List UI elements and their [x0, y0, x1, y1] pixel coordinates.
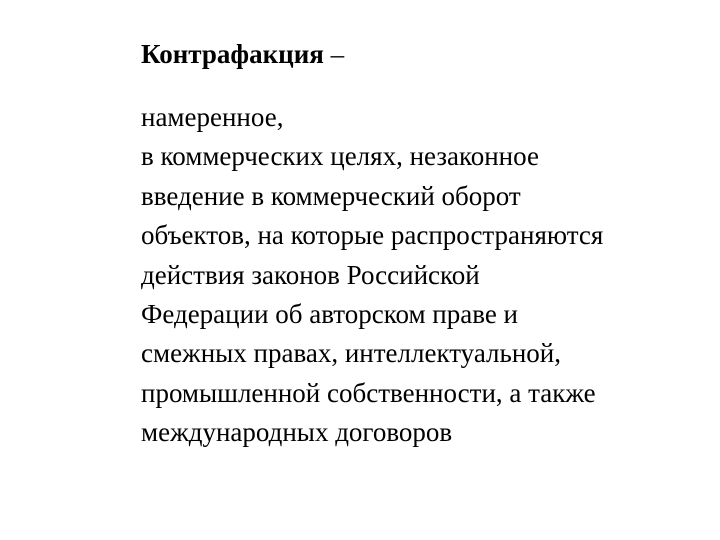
definition-line: в коммерческих целях, незаконное: [141, 141, 539, 172]
definition-line: действия законов Российской: [141, 259, 480, 290]
definition-line: объектов, на которые распространяются: [141, 220, 604, 251]
definition-line: международных договоров: [141, 417, 453, 448]
definition-line: промышленной собственности, а также: [141, 377, 596, 408]
term-dash: –: [323, 39, 345, 69]
definition-line: Федерации об авторском праве и: [141, 298, 519, 329]
definition-text: [141, 98, 603, 453]
definition-line: намеренное,: [141, 102, 284, 132]
definition-line: введение в коммерческий оборот: [141, 180, 521, 211]
term-title: Контрафакция: [141, 39, 324, 69]
slide-heading: [141, 36, 344, 72]
definition-line: смежных правах, интеллектуальной,: [141, 338, 561, 369]
